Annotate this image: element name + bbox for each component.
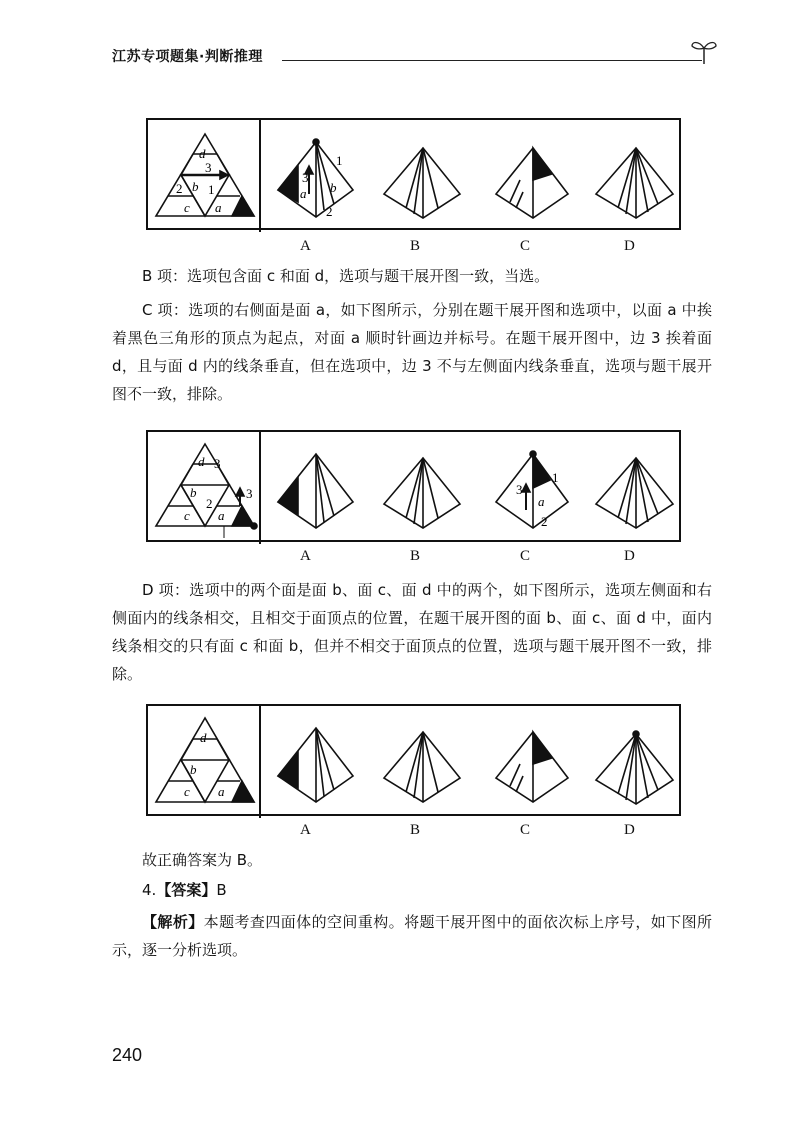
option-label-a: A	[300, 238, 311, 254]
option-label-d: D	[624, 822, 635, 838]
paragraph-d-item: D 项：选项中的两个面是面 b、面 c、面 d 中的两个，如下图所示，选项左侧面和右侧面内的线条相交，且相交于面顶点的位置，在题干展开图的面 b、面 c、面 d 中，面内线条相交的只有面 c 和面 b，但并不相交于面顶点的位置，选项与题干展开图不一致，排除。	[112, 581, 712, 683]
option-c-pyramid	[496, 148, 568, 218]
option-label-c: C	[520, 548, 531, 564]
option-d-pyramid	[596, 731, 673, 804]
option-d-pyramid	[596, 148, 673, 218]
option-label-c: C	[520, 238, 531, 254]
option-label-b: B	[410, 822, 421, 838]
opt-a-label-1: 1	[336, 153, 343, 168]
net-label-c: c	[184, 784, 190, 799]
opt-c-label-2: 2	[541, 514, 548, 529]
net-label-b: b	[190, 762, 197, 777]
option-b-pyramid	[384, 458, 460, 528]
q4-analysis-tag: 【解析】	[142, 913, 204, 931]
running-header: 江苏专项题集·判断推理	[112, 49, 263, 65]
option-a-pyramid	[278, 139, 353, 217]
option-label-d: D	[624, 238, 635, 254]
figure-1	[146, 118, 681, 230]
figure-1-option-labels	[146, 238, 681, 258]
q4-answer-tag: 【答案】	[156, 881, 217, 899]
opt-a-label-b: b	[330, 180, 337, 195]
net-label-c: c	[184, 508, 190, 523]
figure-2	[146, 430, 681, 542]
net-diagram	[156, 444, 257, 538]
net-label-c: c	[184, 200, 190, 215]
paragraph-c-item: C 项：选项的右侧面是面 a，如下图所示，分别在题干展开图和选项中，以面 a 中挨着黑色三角形的顶点为起点，对面 a 顺时针画边并标号。在题干展开图中，边 3 挨着面 d，且与面 d 内的线条垂直，但在选项中，边 3 不与左侧面内线条垂直，选项与题干展开图不一致，排除。	[112, 301, 712, 403]
option-label-b: B	[410, 238, 421, 254]
option-c-pyramid	[496, 732, 568, 802]
page-number: 240	[112, 1045, 143, 1065]
net-label-2: 2	[176, 181, 183, 196]
net-label-b: b	[192, 179, 199, 194]
figure-2-option-labels	[146, 548, 681, 568]
net-label-3b: 3	[246, 486, 253, 501]
option-label-a: A	[300, 548, 311, 564]
net-label-a: a	[218, 784, 225, 799]
q4-analysis-text: 本题考查四面体的空间重构。将题干展开图中的面依次标上序号，如下图所示，逐一分析选项。	[112, 913, 712, 959]
net-label-b: b	[190, 485, 197, 500]
option-label-c: C	[520, 822, 531, 838]
option-a-pyramid	[278, 728, 353, 802]
opt-c-label-1: 1	[552, 470, 559, 485]
opt-a-label-2: 2	[326, 204, 333, 219]
paragraph-b-item: B 项：选项包含面 c 和面 d，选项与题干展开图一致，当选。	[142, 267, 550, 285]
option-label-d: D	[624, 548, 635, 564]
net-label-d: d	[199, 146, 206, 161]
net-label-3: 3	[214, 456, 221, 471]
q4-answer: B	[216, 881, 227, 899]
option-b-pyramid	[384, 148, 460, 218]
opt-a-label-3: 3	[302, 170, 309, 185]
q4-number: 4.	[142, 881, 157, 899]
opt-a-label-a: a	[300, 186, 307, 201]
option-a-pyramid	[278, 454, 353, 528]
net-label-d: d	[200, 730, 207, 745]
net-label-a: a	[215, 200, 222, 215]
net-label-d: d	[198, 454, 205, 469]
net-label-1: 1	[208, 182, 215, 197]
header-rule	[282, 60, 702, 61]
figure-3	[146, 704, 681, 816]
option-b-pyramid	[384, 732, 460, 802]
figure-3-option-labels	[146, 822, 681, 842]
paragraph-conclusion: 故正确答案为 B。	[142, 851, 263, 869]
question-4-analysis	[112, 908, 712, 964]
question-4-answer	[112, 876, 712, 904]
option-c-pyramid	[496, 451, 568, 528]
option-d-pyramid	[596, 458, 673, 528]
opt-c-label-a: a	[538, 494, 545, 509]
option-label-b: B	[410, 548, 421, 564]
opt-c-label-3: 3	[516, 482, 523, 497]
net-label-a: a	[218, 508, 225, 523]
option-label-a: A	[300, 822, 311, 838]
net-label-2: 2	[206, 496, 213, 511]
net-label-3: 3	[205, 160, 212, 175]
sprout-icon	[690, 36, 718, 66]
